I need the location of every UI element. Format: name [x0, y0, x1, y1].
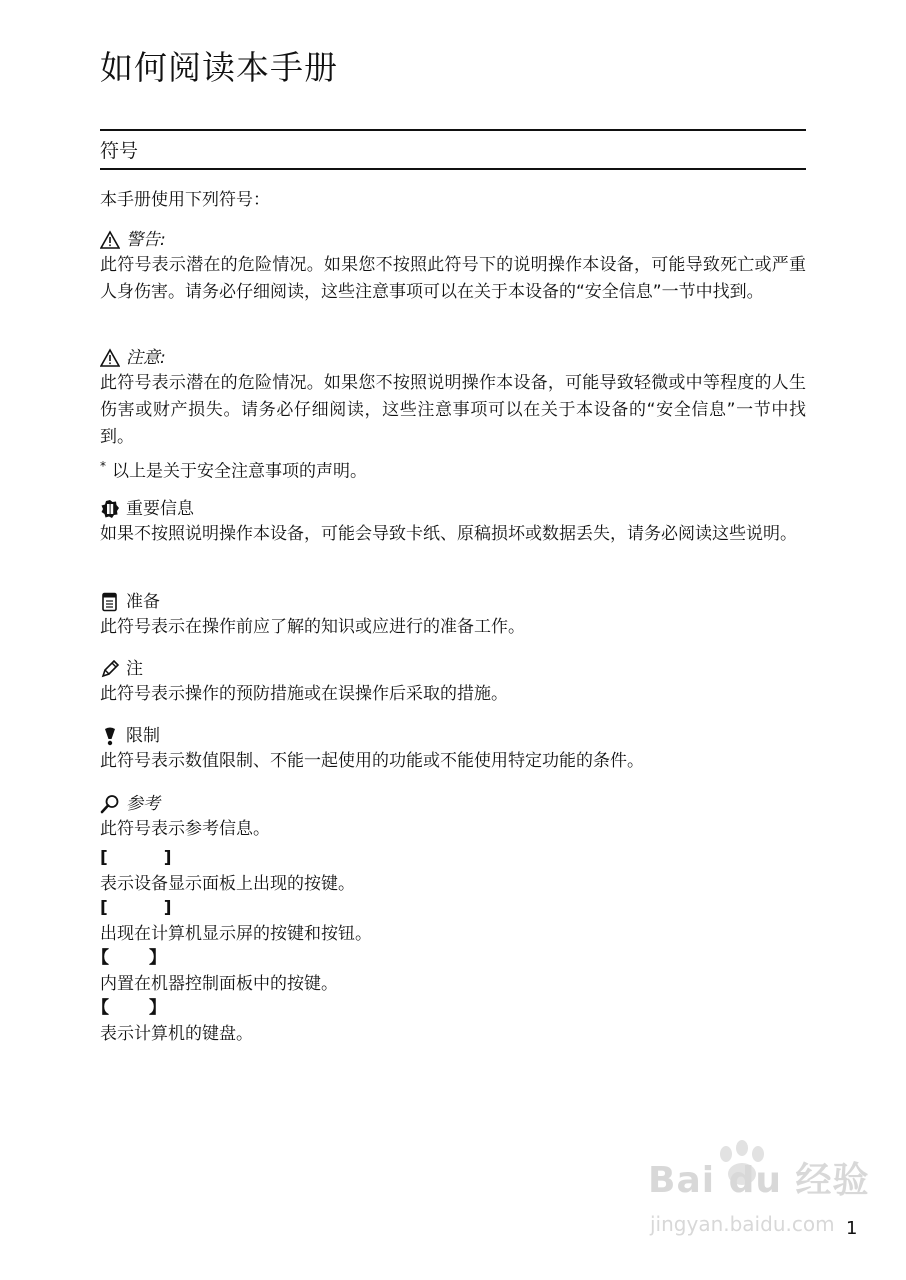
bracket-open: [	[100, 898, 108, 918]
limitation-label: 限制	[126, 726, 160, 746]
reference-block	[100, 792, 806, 843]
warning-text: 此符号表示潜在的危险情况。如果您不按照此符号下的说明操作本设备，可能导致死亡或严重人身伤害。请务必仔细阅读，这些注意事项可以在关于本设备的“安全信息”一节中找到。	[100, 255, 806, 302]
caution-label: 注意:	[126, 348, 166, 368]
limitation-block	[100, 724, 806, 775]
section-rule-bottom	[100, 168, 806, 170]
note-text: 此符号表示操作的预防措施或在误操作后采取的措施。	[100, 684, 508, 704]
bracket-open: 【	[92, 998, 109, 1018]
important-block	[100, 497, 806, 548]
key-bracket-display	[100, 845, 806, 871]
watermark-url: jingyan.baidu.com	[650, 1212, 835, 1236]
page-number: 1	[846, 1218, 858, 1239]
key-description: 表示计算机的键盘。	[100, 1024, 253, 1044]
preparation-text: 此符号表示在操作前应了解的知识或应进行的准备工作。	[100, 617, 525, 637]
key-convention-list	[92, 845, 806, 1048]
note-label: 注	[126, 659, 143, 679]
important-text: 如果不按照说明操作本设备，可能会导致卡纸、原稿损坏或数据丢失，请务必阅读这些说明。	[100, 524, 797, 544]
important-label: 重要信息	[126, 499, 194, 519]
intro-text: 本手册使用下列符号：	[100, 190, 270, 210]
warning-label: 警告:	[126, 230, 166, 250]
section-rule-top	[100, 129, 806, 131]
key-description: 表示设备显示面板上出现的按键。	[100, 874, 355, 894]
key-bracket-panel	[92, 945, 806, 971]
important-badge-icon	[100, 499, 120, 519]
caution-block	[100, 346, 806, 451]
safety-note-text: 以上是关于安全注意事项的声明。	[112, 461, 367, 482]
footnote-mark: *	[100, 459, 106, 473]
magnifier-icon	[100, 794, 120, 814]
bracket-close: ]	[163, 898, 172, 918]
safety-note	[100, 453, 367, 485]
page-title: 如何阅读本手册	[100, 48, 338, 87]
section-title: 符号	[100, 140, 139, 162]
bracket-close: 】	[149, 948, 166, 968]
limitation-text: 此符号表示数值限制、不能一起使用的功能或不能使用特定功能的条件。	[100, 751, 644, 771]
notebook-icon	[100, 592, 120, 612]
watermark-logo: Bai du 经验	[648, 1160, 870, 1201]
bracket-open: 【	[92, 948, 109, 968]
preparation-label: 准备	[126, 592, 160, 612]
note-block	[100, 657, 806, 708]
caution-text: 此符号表示潜在的危险情况。如果您不按照说明操作本设备，可能导致轻微或中等程度的人生伤害或财产损失。请务必仔细阅读，这些注意事项可以在关于本设备的“安全信息”一节中找到。	[100, 373, 806, 447]
key-description: 内置在机器控制面板中的按键。	[100, 974, 338, 994]
exclamation-drop-icon	[100, 726, 120, 746]
bracket-close: ]	[163, 848, 172, 868]
key-bracket-keyboard	[92, 995, 806, 1021]
caution-triangle-icon	[100, 348, 120, 368]
key-bracket-screen	[100, 895, 806, 921]
pencil-icon	[100, 659, 120, 679]
bracket-close: 】	[149, 998, 166, 1018]
reference-text: 此符号表示参考信息。	[100, 819, 270, 839]
bracket-open: [	[100, 848, 108, 868]
warning-triangle-icon	[100, 230, 120, 250]
warning-block	[100, 228, 806, 306]
key-description: 出现在计算机显示屏的按键和按钮。	[100, 924, 372, 944]
preparation-block	[100, 590, 806, 641]
reference-label: 参考	[126, 794, 160, 814]
